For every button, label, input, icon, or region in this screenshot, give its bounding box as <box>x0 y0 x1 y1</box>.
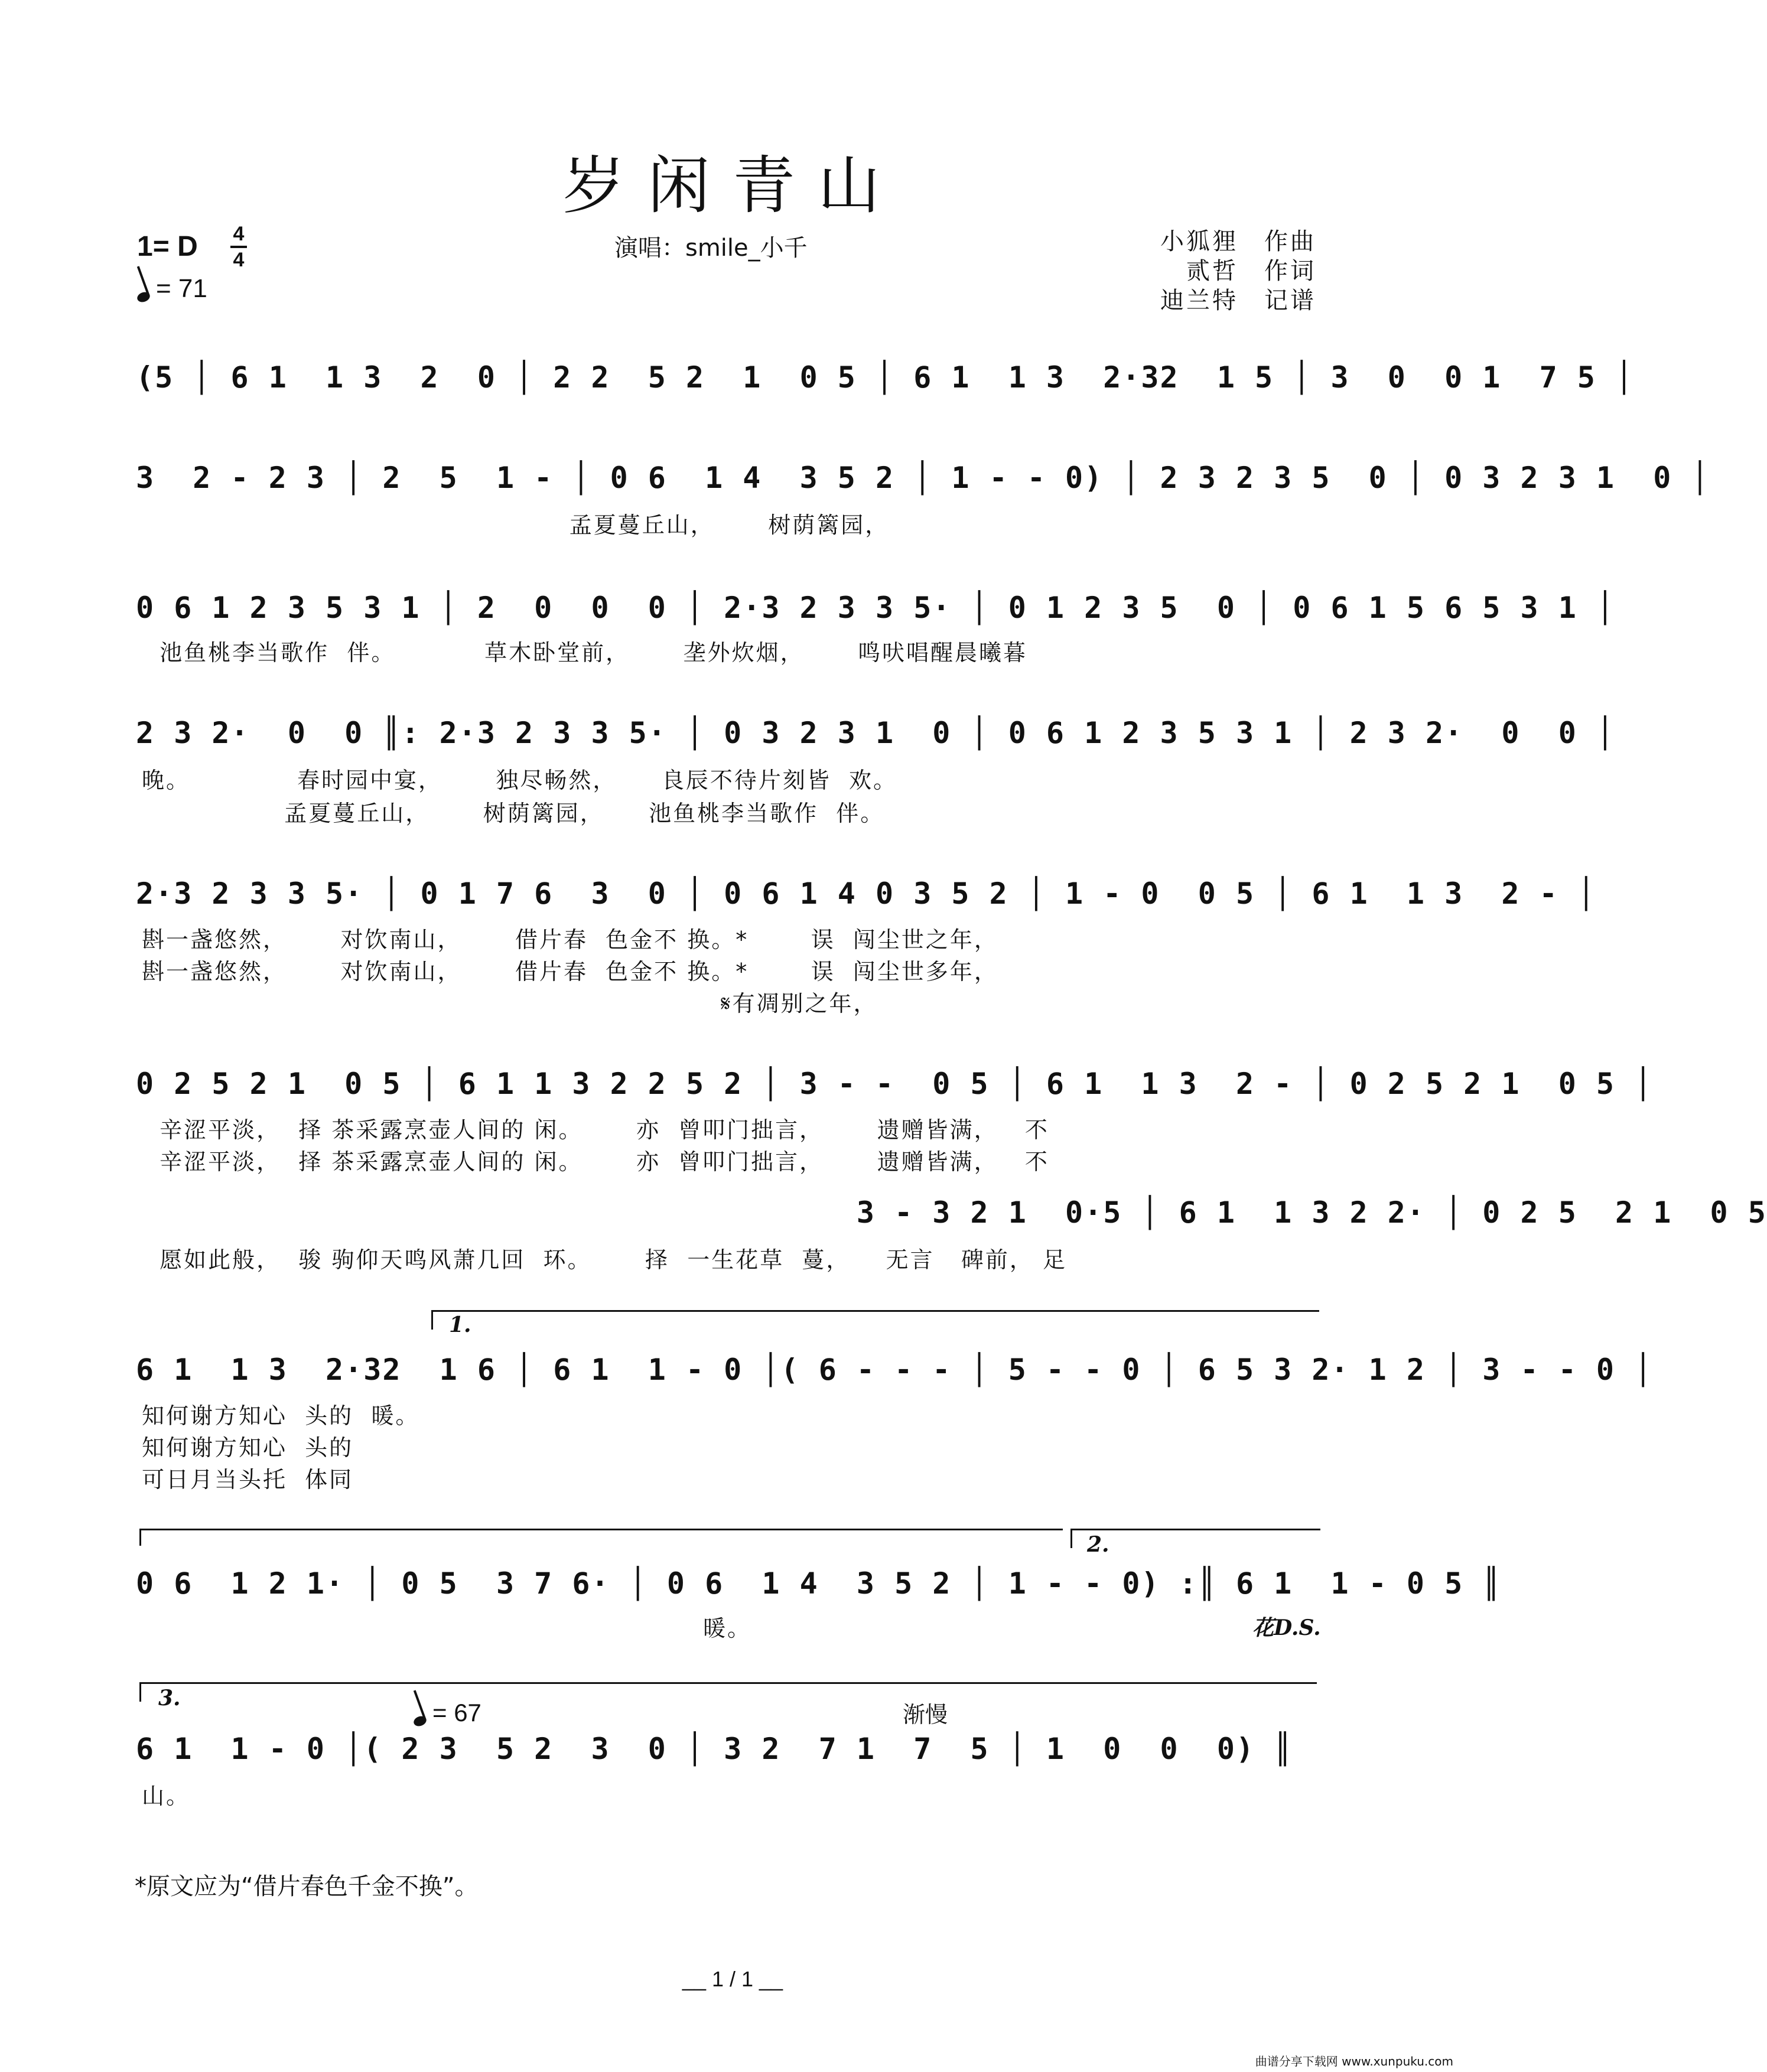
credits <box>1160 227 1316 315</box>
watermark: 曲谱分享下载网 www.xunpuku.com <box>1255 2054 1453 2068</box>
singer-credit: 演唱：smile_小千 <box>614 234 808 262</box>
lyric-row-9-line-1: 山。 <box>142 1783 191 1809</box>
score-row-9: 6 1 1 - 0 │( 2 3 5 2 3 0 │ 3 2 7 1 7 5 │ 1 0 0 0) ║ <box>136 1732 1293 1766</box>
score-row-1: (5 │ 6 1 1 3 2 0 │ 2 2 5 2 1 0 5 │ 6 1 1 3 2·32 1 5 │ 3 0 0 1 7 5 │ <box>136 360 1635 395</box>
tempo-value: = 71 <box>156 274 207 303</box>
volta-label-1: 1. <box>449 1312 471 1337</box>
lyric-row-2-line-1: 孟夏蔓丘山， 树荫篱园， <box>142 512 890 538</box>
lyric-row-7-line-2: 知何谢方知心 头的 <box>142 1435 354 1461</box>
key-signature: 1= D <box>137 231 198 262</box>
lyric-row-5-line-1: 斟一盏悠然， 对饮南山， 借片春 色金不 换。* 误 闯尘世之年， <box>142 927 998 953</box>
lyric-row-7-line-1: 知何谢方知心 头的 暖。 <box>142 1403 420 1429</box>
lyric-row-7-line-3: 可日月当头托 体同 <box>142 1467 354 1493</box>
page-title: 岁闲青山 <box>562 149 903 222</box>
score-row-6-alt: 3 - 3 2 1 0·5 │ 6 1 1 3 2 2· │ 0 2 5 2 1 0 5 <box>136 1195 1767 1230</box>
score-row-4: 2 3 2· 0 0 ║: 2·3 2 3 3 5· │ 0 3 2 3 1 0 │ 0 6 1 2 3 5 3 1 │ 2 3 2· 0 0 │ <box>136 716 1615 750</box>
tempo-change-value: = 67 <box>432 1699 481 1726</box>
tempo-marking <box>137 274 207 304</box>
time-signature-top: 4 <box>233 223 245 245</box>
score-row-7: 6 1 1 3 2·32 1 6 │ 6 1 1 - 0 │( 6 - - - │ 5 - - 0 │ 6 5 3 2· 1 2 │ 3 - - 0 │ <box>136 1353 1654 1387</box>
volta-label-2: 2. <box>1087 1532 1109 1557</box>
ritardando-marking: 渐慢 <box>903 1702 948 1728</box>
volta-bracket-3 <box>139 1682 1317 1702</box>
dal-segno-mark: 花D.S. <box>1252 1615 1321 1640</box>
quarter-note-icon-2 <box>412 1715 428 1728</box>
lyric-row-8-line-1: 暖。 <box>142 1615 751 1641</box>
time-signature-bottom: 4 <box>233 249 245 271</box>
volta-label-3: 3. <box>158 1686 181 1711</box>
time-signature-bar <box>230 246 247 248</box>
lyric-row-6-line-1: 辛涩平淡， 择 茶采露烹壶人间的 闲。 亦 曾叩门拙言， 遗赠皆满， 不 <box>142 1117 1049 1143</box>
time-signature <box>230 223 247 271</box>
score-row-2: 3 2 - 2 3 │ 2 5 1 - │ 0 6 1 4 3 5 2 │ 1 - - 0) │ 2 3 2 3 5 0 │ 0 3 2 3 1 0 │ <box>136 461 1710 495</box>
lyric-row-6-line-2: 辛涩平淡， 择 茶采露烹壶人间的 闲。 亦 曾叩门拙言， 遗赠皆满， 不 <box>142 1149 1049 1175</box>
page-number: __ 1 / 1 __ <box>682 1967 783 1991</box>
score-row-8: 0 6 1 2 1· │ 0 5 3 7 6· │ 0 6 1 4 3 5 2 │ 1 - - 0) :║ 6 1 1 - 0 5 ║ <box>136 1566 1502 1601</box>
footnote: *原文应为“借片春色千金不换”。 <box>135 1873 479 1900</box>
lyric-row-5-line-3: 𝄋有凋别之年， <box>142 991 878 1017</box>
lyric-row-4-line-1: 晚。 春时园中宴， 独尽畅然， 良辰不待片刻皆 欢。 <box>142 767 897 793</box>
volta-bracket-continuation <box>139 1529 1063 1546</box>
composer-credit: 小狐狸 作曲 <box>1160 228 1316 255</box>
lyric-row-5-line-2: 斟一盏悠然， 对饮南山， 借片春 色金不 换。* 误 闯尘世多年， <box>142 959 998 985</box>
quarter-note-icon <box>136 291 151 304</box>
tempo-change <box>414 1699 481 1727</box>
lyric-row-4-line-2: 孟夏蔓丘山， 树荫篱园， 池鱼桃李当歌作 伴。 <box>142 800 885 826</box>
score-row-3: 0 6 1 2 3 5 3 1 │ 2 0 0 0 │ 2·3 2 3 3 5· │ 0 1 2 3 5 0 │ 0 6 1 5 6 5 3 1 │ <box>136 591 1615 625</box>
score-row-6: 0 2 5 2 1 0 5 │ 6 1 1 3 2 2 5 2 │ 3 - - 0 5 │ 6 1 1 3 2 - │ 0 2 5 2 1 0 5 │ <box>136 1067 1654 1101</box>
lyric-row-3-line-1: 池鱼桃李当歌作 伴。 草木卧堂前， 垄外炊烟， 鸣吠唱醒晨曦暮 <box>142 640 1028 666</box>
lyric-row-6-alt-line-1: 愿如此般， 骏 驹仰天鸣风萧几回 环。 择 一生花草 蔓， 无言 碑前， 足 <box>142 1247 1067 1273</box>
score-row-5: 2·3 2 3 3 5· │ 0 1 7 6 3 0 │ 0 6 1 4 0 3 5 2 │ 1 - 0 0 5 │ 6 1 1 3 2 - │ <box>136 877 1596 911</box>
transcriber-credit: 迪兰特 记谱 <box>1160 287 1316 314</box>
volta-bracket-1 <box>431 1310 1319 1330</box>
lyricist-credit: 贰哲 作词 <box>1186 258 1316 285</box>
